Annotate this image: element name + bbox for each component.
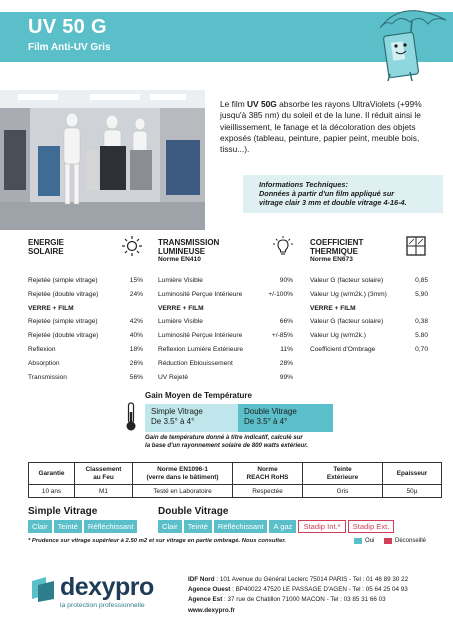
transmission-row-label: VERRE + FILM xyxy=(158,304,204,312)
transmission-row xyxy=(158,371,293,385)
chip-double-stadip-ext: Stadip Ext. xyxy=(348,520,395,533)
gain-simple-label: Simple Vitrage xyxy=(151,407,203,416)
product-title: UV 50 G xyxy=(28,16,107,38)
double-vitrage-chips xyxy=(158,520,394,533)
prudence-note: * Prudence sur vitrage supérieur à 2.50 m2 et sur vitrage en partie ombragé. Nous consulter. xyxy=(28,538,286,544)
transmission-row-value: 90% xyxy=(279,277,293,284)
transmission-row-value: 28% xyxy=(279,359,293,367)
coefficient-row-label: Valeur Ug (w/m2k.) (3mm) xyxy=(310,290,387,298)
transmission-row-label: Luminosité Perçue Intérieure xyxy=(158,290,243,298)
contact-idf: IDF Nord : 101 Avenue du Général Leclerc 75014 PARIS - Tel : 01 46 89 30 22 xyxy=(188,576,409,583)
spec-header-row xyxy=(29,463,442,485)
chip-simple-clair: Clair xyxy=(28,520,52,533)
energie-heading-1: ENERGIE xyxy=(28,238,65,247)
header-classement: Classement au Feu xyxy=(75,463,133,485)
simple-vitrage-title: Simple Vitrage xyxy=(28,506,98,517)
spec-table xyxy=(28,462,442,498)
info-line-2: vitrage clair 3 mm et double vitrage 4-16-4. xyxy=(259,198,407,207)
transmission-row-label: Lumière Visible xyxy=(158,277,203,284)
gain-simple-value: De 3.5° à 4° xyxy=(151,417,195,426)
chip-double-teinte: Teinté xyxy=(184,520,212,533)
coefficient-row-value: 0,38 xyxy=(415,318,428,326)
double-vitrage-title: Double Vitrage xyxy=(158,506,229,517)
energie-row-label: Reflexion xyxy=(28,345,56,353)
transmission-row-label: Réduction Eblouissement xyxy=(158,359,233,367)
transmission-heading-1: TRANSMISSION xyxy=(158,238,220,247)
energie-row xyxy=(28,343,143,357)
coefficient-row-value: 0,85 xyxy=(415,277,428,284)
intro-paragraph: Le film UV 50G absorbe les rayons UltraViolets (+99% jusqu'à 385 nm) du soleil et de la lune. Il réduit ainsi le vieillissement, le fanage et la décoloration des objets exposés (tableau, peinture, papier peint, meuble bois, tissu...). xyxy=(220,99,422,155)
coefficient-row-value: 5.80 xyxy=(415,332,428,340)
header-teinte: Teinte Extérieure xyxy=(303,463,383,485)
transmission-row xyxy=(158,274,293,288)
energie-row-value: 40% xyxy=(129,332,143,340)
energie-row-label: Rejetée (simple vitrage) xyxy=(28,277,98,284)
chip-double-clair: Clair xyxy=(158,520,182,533)
brand-tagline: la protection professionnelle xyxy=(60,602,145,609)
gain-double-value: De 3.5° à 4° xyxy=(244,417,288,426)
light-bulb-icon xyxy=(273,236,293,258)
value-norme-reach: Respectée xyxy=(233,485,303,498)
chip-simple-teinte: Teinté xyxy=(54,520,82,533)
energie-row xyxy=(28,288,143,302)
transmission-row-label: Lumière Visible xyxy=(158,318,203,326)
dexypro-logo xyxy=(30,573,160,613)
energie-solaire-column xyxy=(28,238,143,384)
thermometer-icon xyxy=(124,402,138,432)
energie-row-label: Absorption xyxy=(28,359,60,367)
energie-row-value: 26% xyxy=(129,359,143,367)
coefficient-heading-1: COEFFICIENT xyxy=(310,238,364,247)
transmission-row xyxy=(158,357,293,371)
transmission-row-label: UV Rejeté xyxy=(158,373,189,381)
energie-heading-2: SOLAIRE xyxy=(28,247,64,257)
coefficient-heading-2: THERMIQUE xyxy=(310,247,358,257)
energie-row-label: Transmission xyxy=(28,373,67,381)
energie-row-label: Rejetée (double vitrage) xyxy=(28,332,99,340)
boutique-photo xyxy=(0,90,205,230)
coefficient-norme: Norme EN673 xyxy=(310,256,353,264)
dexypro-logo-mark-icon xyxy=(30,575,56,603)
chip-double-a-gaz: A gaz xyxy=(269,520,296,533)
coefficient-row-label: Coefficient d'Ombrage xyxy=(310,345,376,353)
gain-double-label: Double Vitrage xyxy=(244,407,297,416)
legend-no-swatch xyxy=(384,538,392,544)
header-norme-en1096: Norme EN1096-1 (verre dans le bâtiment) xyxy=(133,463,233,485)
transmission-norme: Norme EN410 xyxy=(158,256,201,264)
coefficient-row xyxy=(310,274,428,288)
info-title: Informations Techniques: xyxy=(259,180,348,189)
energie-row-value: 56% xyxy=(129,373,143,381)
transmission-row xyxy=(158,343,293,357)
legend-yes: Oui xyxy=(354,538,374,544)
sun-icon xyxy=(122,236,142,256)
energie-row xyxy=(28,315,143,329)
energie-row xyxy=(28,329,143,343)
value-classement: M1 xyxy=(75,485,133,498)
transmission-heading-2: LUMINEUSE xyxy=(158,247,206,257)
gain-note: Gain de température donné à titre indicatif, calculé sur la base d'un rayonnement solaire de 800 watts extérieur. xyxy=(145,434,308,450)
header-epaisseur: Epaisseur xyxy=(383,463,442,485)
energie-row-value: 24% xyxy=(129,290,143,298)
contact-website[interactable]: www.dexypro.fr xyxy=(188,606,236,614)
energie-row xyxy=(28,371,143,385)
transmission-row xyxy=(158,288,293,302)
transmission-lumineuse-column xyxy=(158,238,293,384)
coefficient-row xyxy=(310,302,428,316)
header-garantie: Garantie xyxy=(29,463,75,485)
energie-row-value: 18% xyxy=(129,345,143,353)
coefficient-row-label: Valeur G (facteur solaire) xyxy=(310,277,384,284)
energie-row-value: 15% xyxy=(129,277,143,284)
energie-row-label: Rejetée (simple vitrage) xyxy=(28,318,98,326)
transmission-row xyxy=(158,302,293,316)
legend-yes-swatch xyxy=(354,538,362,544)
contact-ouest: Agence Ouest : BP40022 47520 LE PASSAGE D'AGEN - Tel : 05 64 25 04 93 xyxy=(188,586,408,594)
coefficient-row-label: Valeur Ug (w/m2k.) xyxy=(310,332,366,340)
product-subtitle: Film Anti-UV Gris xyxy=(28,42,111,53)
transmission-row-label: Reflexion Lumière Extérieure xyxy=(158,345,244,353)
gain-title: Gain Moyen de Température xyxy=(145,391,252,400)
window-frame-icon xyxy=(406,236,426,256)
coefficient-row xyxy=(310,343,428,357)
spec-value-row xyxy=(29,485,442,498)
energie-row-value: 42% xyxy=(129,318,143,326)
umbrella-mascot-icon xyxy=(372,2,450,82)
coefficient-row xyxy=(310,329,428,343)
coefficient-row-value: 5,90 xyxy=(415,290,428,298)
coefficient-row xyxy=(310,315,428,329)
transmission-row-value: 99% xyxy=(279,373,293,381)
transmission-row-value: 11% xyxy=(280,345,293,353)
transmission-row-label: Luminosité Perçue Intérieure xyxy=(158,332,243,340)
legend-no: Déconseillé xyxy=(384,538,426,544)
chip-double-reflechissant: Réfléchissant xyxy=(214,520,268,533)
coefficient-row-label: Valeur G (facteur solaire) xyxy=(310,318,384,326)
energie-row xyxy=(28,274,143,288)
energie-row-label: VERRE + FILM xyxy=(28,304,74,312)
technical-info-box xyxy=(243,175,443,213)
value-norme-en1096: Testé en Laboratoire xyxy=(133,485,233,498)
transmission-row-value: 66% xyxy=(279,318,293,326)
transmission-row xyxy=(158,315,293,329)
info-line-1: Données à partir d'un film appliqué sur xyxy=(259,189,395,198)
chip-double-stadip-int: Stadip Int.* xyxy=(298,520,345,533)
coefficient-row-label: VERRE + FILM xyxy=(310,304,356,312)
transmission-row xyxy=(158,329,293,343)
coefficient-row xyxy=(310,288,428,302)
value-epaisseur: 50µ xyxy=(383,485,442,498)
value-garantie: 10 ans xyxy=(29,485,75,498)
contact-est: Agence Est : 37 rue de Chatillon 71000 MACON - Tel : 03 85 31 66 03 xyxy=(188,596,386,604)
header-norme-reach: Norme REACH RoHS xyxy=(233,463,303,485)
energie-row xyxy=(28,357,143,371)
transmission-row-value: +/-85% xyxy=(271,332,293,340)
gain-double-box xyxy=(238,404,333,432)
energie-row xyxy=(28,302,143,316)
transmission-row-value: +/-100% xyxy=(268,290,293,298)
gain-simple-box xyxy=(145,404,238,432)
coefficient-row-value: 0,70 xyxy=(415,345,428,353)
chip-simple-reflechissant: Réfléchissant xyxy=(84,520,138,533)
value-teinte: Gris xyxy=(303,485,383,498)
contact-block xyxy=(188,575,408,616)
simple-vitrage-chips xyxy=(28,520,137,533)
energie-row-label: Rejetée (double vitrage) xyxy=(28,290,99,298)
brand-name: dexypro xyxy=(60,573,154,601)
coefficient-thermique-column xyxy=(310,238,428,357)
